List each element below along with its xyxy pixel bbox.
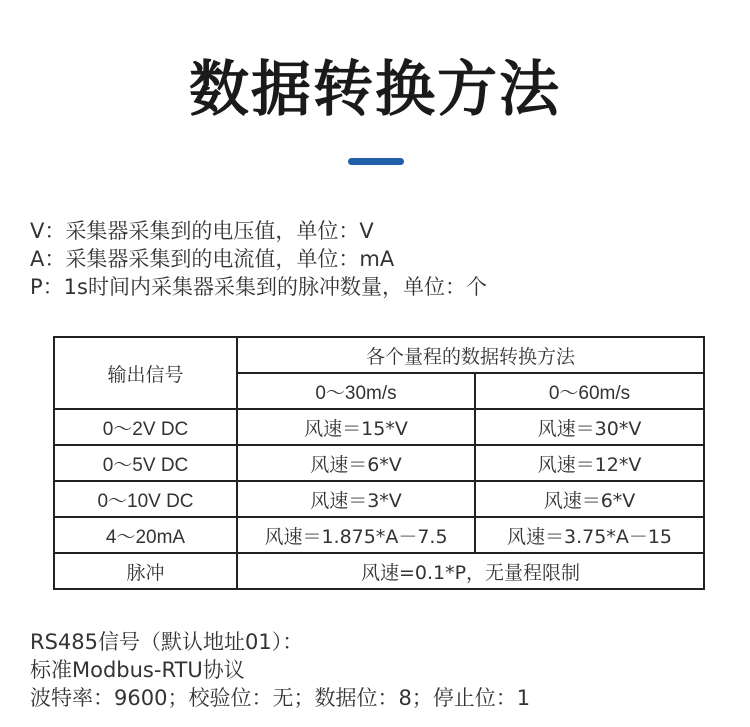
modbus-protocol: 标准Modbus-RTU协议: [30, 658, 245, 682]
rs485-heading: RS485信号（默认地址01）：: [30, 630, 304, 654]
table-row: [54, 445, 704, 481]
pulse-row: [54, 553, 704, 589]
table-row: [54, 517, 704, 553]
conversion-table: [53, 336, 705, 590]
table-row: [54, 409, 704, 445]
formula-cell: 风速＝1.875*A－7.5: [237, 517, 475, 553]
pulse-formula-cell: 风速=0.1*P，无量程限制: [237, 553, 704, 589]
variable-definitions: [30, 217, 730, 301]
table-row: [54, 481, 704, 517]
definition-current: A：采集器采集到的电流值，单位：mA: [30, 247, 395, 271]
serial-parameters: 波特率：9600；校验位：无；数据位：8；停止位：1: [30, 686, 531, 710]
output-signal-header: 输出信号: [54, 337, 237, 409]
definition-voltage: V：采集器采集到的电压值，单位：V: [30, 219, 374, 243]
formula-cell: 风速＝6*V: [237, 445, 475, 481]
signal-cell: 0～10V DC: [54, 481, 237, 517]
signal-cell: 0～5V DC: [54, 445, 237, 481]
formula-cell: 风速＝3.75*A－15: [475, 517, 704, 553]
formula-cell: 风速＝12*V: [475, 445, 704, 481]
range-header-30: 0～30m/s: [237, 373, 475, 409]
conversion-method-header: 各个量程的数据转换方法: [237, 337, 704, 373]
signal-cell: 0～2V DC: [54, 409, 237, 445]
page-title: 数据转换方法: [189, 55, 561, 125]
definition-pulse: P：1s时间内采集器采集到的脉冲数量，单位：个: [30, 275, 487, 299]
range-header-60: 0～60m/s: [475, 373, 704, 409]
formula-cell: 风速＝15*V: [237, 409, 475, 445]
title-accent-bar: [348, 158, 404, 165]
signal-cell: 4～20mA: [54, 517, 237, 553]
formula-cell: 风速＝3*V: [237, 481, 475, 517]
pulse-signal-cell: 脉冲: [54, 553, 237, 589]
rs485-protocol-info: [30, 628, 730, 712]
formula-cell: 风速＝6*V: [475, 481, 704, 517]
formula-cell: 风速＝30*V: [475, 409, 704, 445]
